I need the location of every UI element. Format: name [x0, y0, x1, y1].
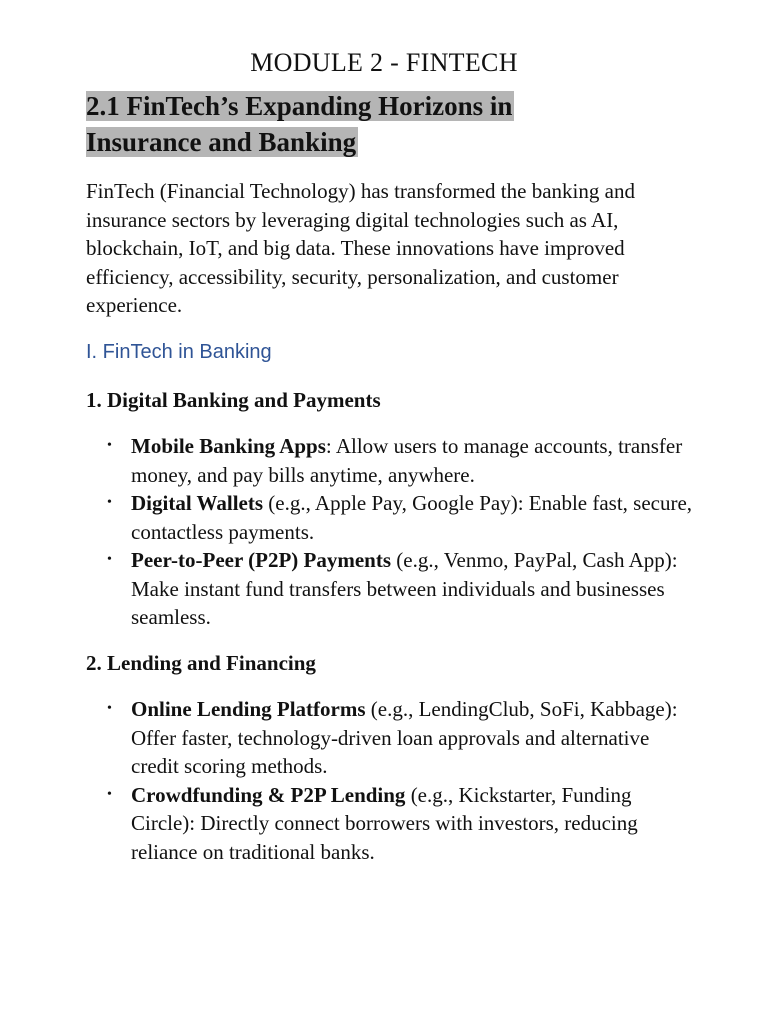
list-item: [86, 489, 696, 546]
bullet-icon: •: [107, 438, 112, 453]
list-item-text: : Allow users to manage accounts, transfer money, and pay bills anytime, anywhere.: [131, 434, 683, 487]
list-item: [86, 695, 696, 781]
list-item-term: Mobile Banking Apps: [131, 434, 326, 458]
lending-list: [86, 695, 696, 866]
bullet-icon: •: [107, 786, 112, 802]
list-item-term: Digital Wallets: [131, 491, 264, 515]
module-title: MODULE 2 - FINTECH: [250, 48, 518, 77]
bullet-icon: •: [107, 701, 112, 716]
list-item-text: (e.g., Kickstarter, Funding Circle): Directly connect borrowers with investors, reducing reliance on traditional banks.: [131, 782, 638, 864]
lending-subheading: 2. Lending and Financing: [86, 651, 316, 675]
digital-banking-list: [86, 432, 696, 632]
banking-section-title: I. FinTech in Banking: [86, 341, 272, 363]
heading-line-2: Insurance and Banking: [86, 127, 357, 157]
list-item-text: (e.g., Venmo, PayPal, Cash App): Make instant fund transfers between individuals and businesses seamless.: [131, 548, 678, 629]
heading-line-1: 2.1 FinTech’s Expanding Horizons in: [86, 91, 513, 121]
list-item-term: Online Lending Platforms: [131, 697, 366, 721]
list-item-text: (e.g., LendingClub, SoFi, Kabbage): Offer faster, technology-driven loan approvals and alternative credit scoring methods.: [131, 697, 678, 778]
intro-paragraph: FinTech (Financial Technology) has transformed the banking and insurance sectors by leveraging digital technologies such as AI, blockchain, IoT, and big data. These innovations have improved efficiency, accessibility, security, personalization, and customer experience.: [86, 179, 635, 317]
list-item-term: Crowdfunding & P2P Lending: [131, 782, 406, 807]
list-item: [86, 432, 696, 489]
digital-banking-subheading: 1. Digital Banking and Payments: [86, 388, 381, 412]
bullet-icon: •: [107, 552, 112, 567]
list-item-term: Peer-to-Peer (P2P) Payments: [131, 548, 392, 572]
section-heading: [86, 88, 646, 160]
bullet-icon: •: [107, 495, 112, 510]
list-item-text: (e.g., Apple Pay, Google Pay): Enable fast, secure, contactless payments.: [131, 491, 693, 544]
list-item: [86, 781, 696, 867]
list-item: [86, 546, 696, 632]
